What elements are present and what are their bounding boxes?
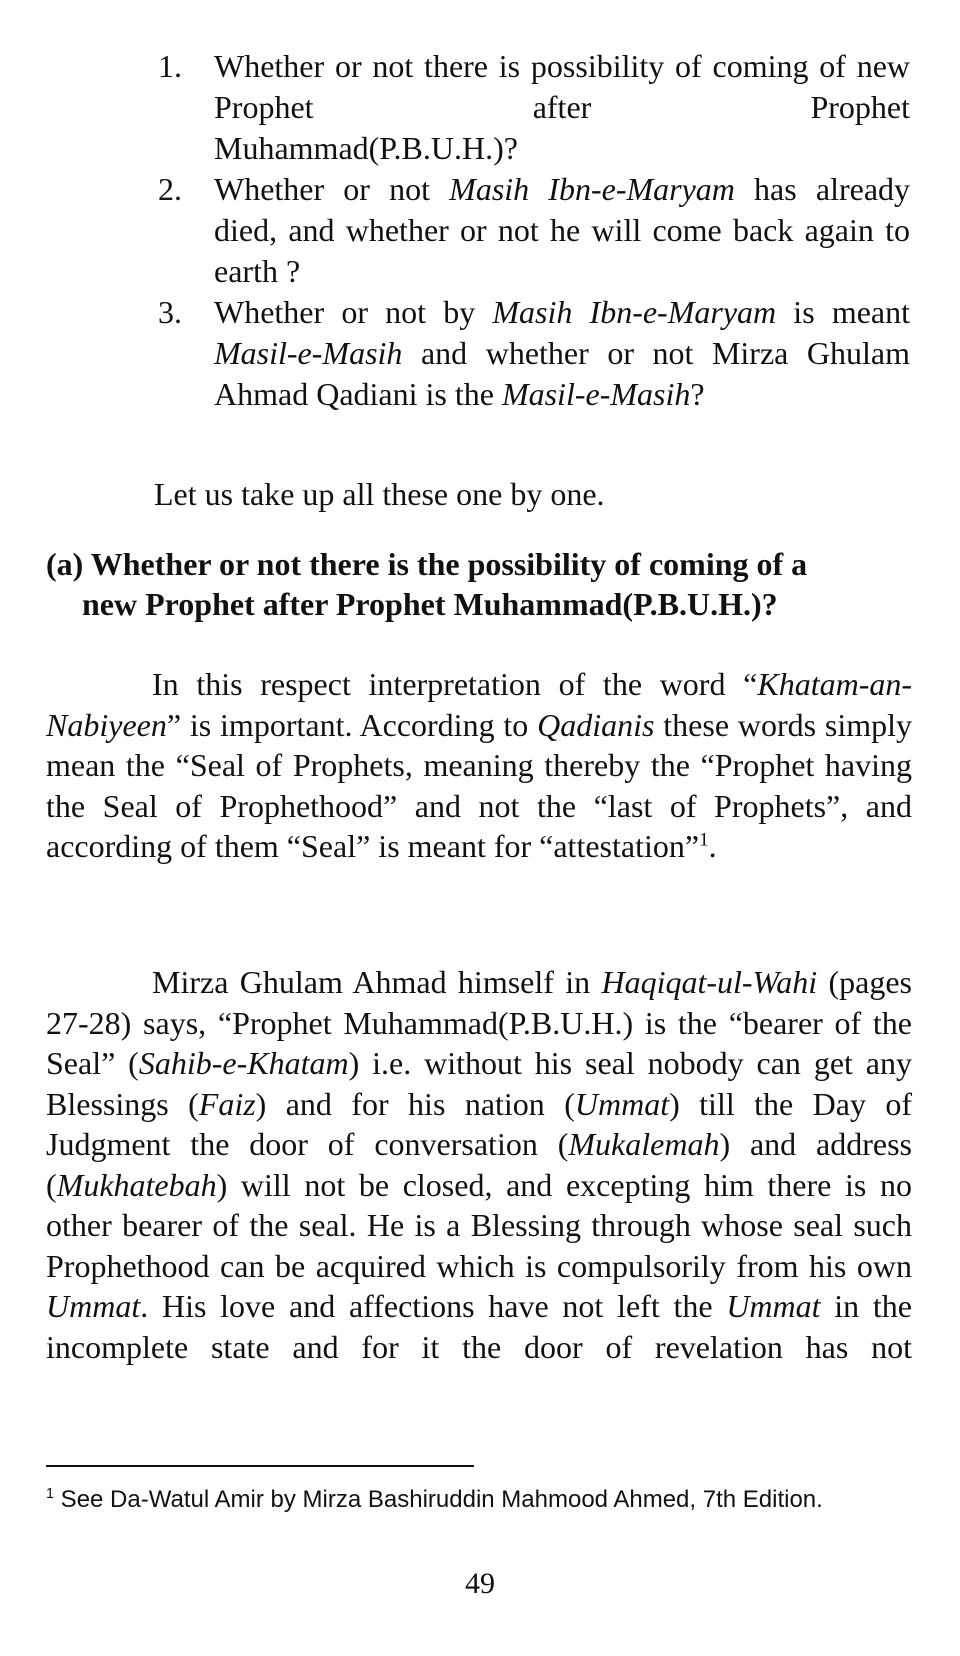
para-text: ) and address ( xyxy=(46,1126,913,1203)
list-item-text-cont-2: and whether or not Mirza Ghulam Ahmad Qadiani is the xyxy=(214,335,910,412)
list-item-text-cont: Muhammad(P.B.U.H.)? xyxy=(214,130,518,166)
para-italic-term: Faiz xyxy=(198,1085,256,1122)
para-text: (pages 27-28) says, “Prophet Muhammad(P.B.U.H.) is the “bearer of the Seal” ( xyxy=(46,964,912,1081)
list-item-text-end: ? xyxy=(690,376,705,412)
list-item-italic: Masih Ibn-e-Maryam xyxy=(492,294,777,330)
para-italic-term: Haqiqat-ul-Wahi xyxy=(601,964,818,1000)
section-heading xyxy=(46,544,912,624)
footnote-divider xyxy=(46,1465,474,1467)
para-italic-term: Ummat xyxy=(574,1085,670,1122)
footnote-reference[interactable]: 1 xyxy=(699,829,709,851)
para-italic-term: Sahib-e-Khatam xyxy=(138,1045,349,1081)
list-item-text: Whether or not there is possibility of coming of new Prophet after Prophet xyxy=(214,48,910,125)
numbered-list xyxy=(158,46,910,415)
para-italic-term: Mukalemah xyxy=(568,1126,720,1162)
list-item-text-cont: has already died, and whether or not he will come back again to earth ? xyxy=(214,171,911,289)
para-italic-term: Mukhatebah xyxy=(56,1166,217,1203)
list-item xyxy=(158,46,910,169)
para-text: ) till the Day of Judgment the door of conversation ( xyxy=(46,1085,913,1162)
footnote-text: See Da-Watul Amir by Mirza Bashiruddin Mahmood Ahmed, 7th Edition. xyxy=(54,1486,823,1513)
list-item-number: 1. xyxy=(158,48,182,84)
para-text: In this respect interpretation of the word “ xyxy=(152,666,758,702)
para-text: ” is important. According to xyxy=(166,706,538,743)
intro-text: Let us take up all these one by one. xyxy=(154,476,605,512)
para-text: . His love and affections have not left the xyxy=(140,1288,727,1324)
section-heading-line1: (a) Whether or not there is the possibility of coming of a xyxy=(46,546,808,582)
para-text: these words simply mean the “Seal of Prophets, meaning thereby the “Prophet having the Seal of Prophethood” and not the “last of Prophets”, and according of them “Seal” is meant for “attestation” xyxy=(46,706,913,864)
section-heading-line2: new Prophet after Prophet Muhammad(P.B.U.H.)? xyxy=(82,586,778,622)
footnote-marker: 1 xyxy=(46,1486,55,1502)
para-text: in the incomplete state and for it the door of revelation has not xyxy=(46,1288,913,1365)
list-item xyxy=(158,292,910,415)
list-item-text: Whether or not by xyxy=(214,294,493,330)
list-item-italic-2: Masil-e-Masih xyxy=(214,335,403,371)
paragraph-haqiqat xyxy=(46,962,912,1367)
para-italic-term: Qadianis xyxy=(537,706,655,743)
list-item-text-cont: is meant xyxy=(776,294,911,330)
para-text: Mirza Ghulam Ahmad himself in xyxy=(152,964,602,1000)
list-item-italic-3: Masil-e-Masih xyxy=(501,376,691,412)
list-item-text: Whether or not xyxy=(214,171,450,207)
para-text: ) and for his nation ( xyxy=(255,1085,575,1122)
para-text: ) i.e. without his seal nobody can get any Blessings ( xyxy=(46,1045,913,1122)
para-italic-term: Ummat xyxy=(46,1288,141,1324)
paragraph-khatam xyxy=(46,664,912,867)
list-item-number: 3. xyxy=(158,294,182,330)
para-italic-term: Khatam-an-Nabiyeen xyxy=(46,666,912,743)
footnote xyxy=(46,1484,912,1516)
page-number: 49 xyxy=(465,1567,495,1600)
para-italic-term: Ummat xyxy=(726,1288,821,1324)
list-item-italic: Masih Ibn-e-Maryam xyxy=(449,171,735,207)
list-item-number: 2. xyxy=(158,171,182,207)
para-text: . xyxy=(708,828,717,864)
list-item xyxy=(158,169,910,292)
para-text: ) will not be closed, and excepting him there is no other bearer of the seal. He is a Blessing through whose seal such Prophethood can be acquired which is compulsorily from his own xyxy=(46,1166,912,1284)
